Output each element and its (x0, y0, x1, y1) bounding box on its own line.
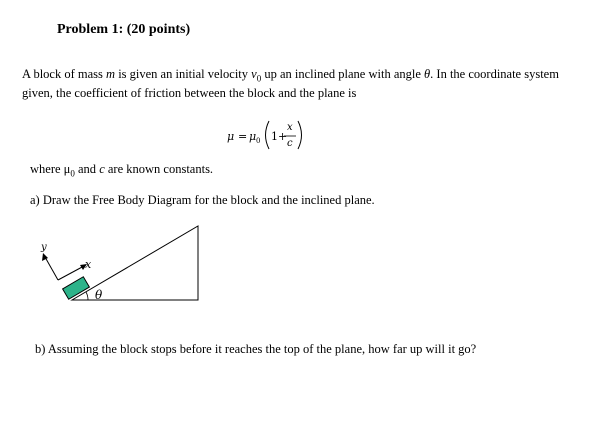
intro-text-1: A block of mass (22, 67, 107, 81)
question-b: b) Assuming the block stops before it reaches the top of the plane, how far up will it go? (35, 342, 477, 356)
inclined-plane-diagram (30, 222, 210, 307)
formula-mu0: μ (249, 130, 257, 143)
var-v: v (251, 67, 257, 81)
where-text-2: and (74, 162, 100, 176)
y-axis-arrow (45, 257, 58, 280)
where-text-1: where μ (30, 162, 71, 176)
intro-text-4: . In the coordinate system given, the coefficient of friction between the block and the plane is (22, 67, 559, 100)
where-text-3: are known constants. (104, 162, 214, 176)
where-var-c: c (99, 162, 105, 176)
formula-right-paren (298, 121, 302, 149)
intro-text-2: is given an initial velocity (115, 67, 252, 81)
x-axis-arrow (58, 266, 84, 280)
problem-title: Problem 1: (20 points) (57, 22, 191, 37)
constants-note (30, 162, 213, 179)
var-m: m (106, 67, 116, 81)
formula-numerator: x (287, 122, 293, 133)
where-mu0-subscript: 0 (70, 168, 75, 179)
intro-text-3: up an inclined plane with angle (261, 67, 425, 81)
formula-equals: = (238, 130, 248, 143)
x-axis-label: x (85, 258, 92, 271)
var-v-subscript: 0 (256, 73, 262, 84)
problem-statement (22, 67, 592, 100)
formula-one-plus: 1+ (271, 130, 288, 143)
question-a: a) Draw the Free Body Diagram for the block and the inclined plane. (30, 193, 375, 207)
formula-left-paren (266, 121, 270, 149)
formula-mu: μ (227, 130, 235, 143)
var-theta: θ (424, 67, 431, 81)
angle-label: θ (95, 288, 103, 302)
formula-mu0-subscript: 0 (256, 137, 261, 145)
formula-denominator: c (287, 138, 293, 149)
y-axis-label: y (41, 242, 47, 253)
friction-formula (222, 113, 322, 157)
